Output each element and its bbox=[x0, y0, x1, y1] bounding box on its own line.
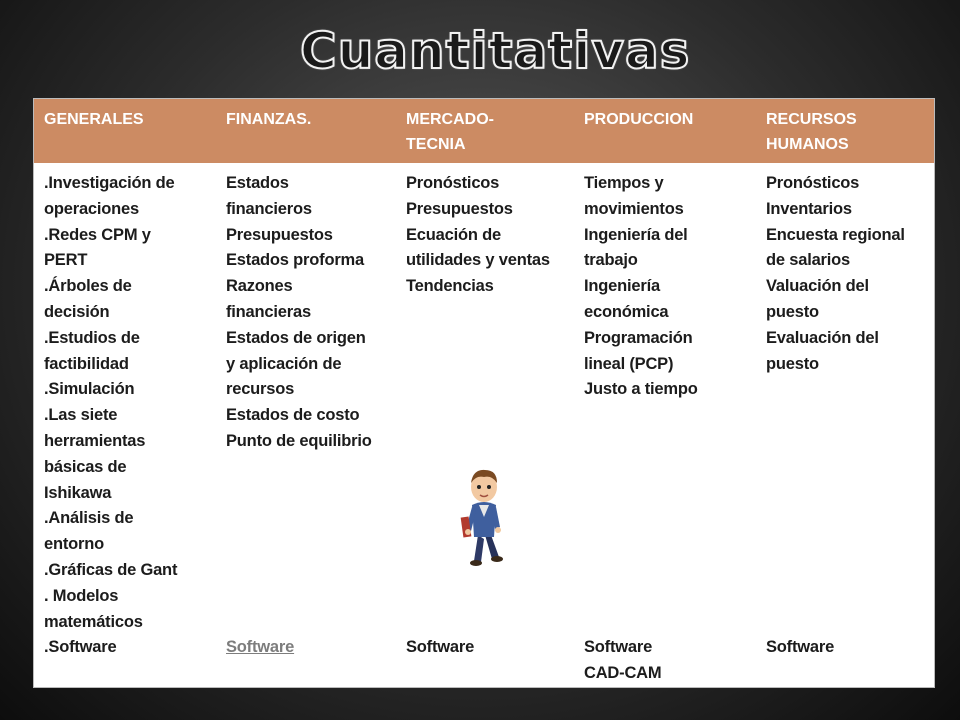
cell-line: Justo a tiempo bbox=[584, 380, 698, 399]
cell-line: .Las siete bbox=[44, 406, 118, 425]
software-cell bbox=[396, 635, 574, 691]
slide-title: Cuantitativas bbox=[300, 22, 691, 80]
cell-line: Evaluación del bbox=[766, 328, 879, 347]
cell-line: Razones bbox=[226, 277, 293, 296]
cell-line: entorno bbox=[44, 535, 105, 554]
cell-line: recursos bbox=[226, 380, 295, 399]
cell-produccion bbox=[574, 163, 756, 635]
cell-line: .Simulación bbox=[44, 380, 135, 399]
cell-line: Inventarios bbox=[766, 199, 852, 218]
cell-line: Estados bbox=[226, 174, 289, 192]
cell-line: matemáticos bbox=[44, 612, 143, 631]
cell-line: .Investigación de bbox=[44, 174, 175, 192]
cell-line: herramientas bbox=[44, 431, 146, 450]
software-label: Software bbox=[766, 638, 835, 657]
software-row bbox=[34, 635, 934, 691]
software-link[interactable]: Software bbox=[226, 638, 295, 657]
cell-line: movimientos bbox=[584, 199, 684, 218]
cell-line: Tendencias bbox=[406, 277, 494, 296]
cell-line: .Análisis de bbox=[44, 509, 134, 528]
cell-line: factibilidad bbox=[44, 354, 129, 373]
cell-line: Programación bbox=[584, 328, 693, 347]
software-cell bbox=[34, 635, 216, 691]
header-label: MERCADO- bbox=[406, 111, 494, 128]
software-cell bbox=[574, 635, 756, 691]
software-label: Software bbox=[584, 638, 653, 657]
cell-line: PERT bbox=[44, 251, 88, 270]
cell-line: de salarios bbox=[766, 251, 851, 270]
cell-line: .Árboles de bbox=[44, 277, 132, 296]
areas-table bbox=[33, 98, 935, 688]
cell-line: Presupuestos bbox=[406, 199, 513, 218]
cell-line: financieras bbox=[226, 302, 311, 321]
cell-line: Presupuestos bbox=[226, 225, 333, 244]
walking-student-icon bbox=[454, 465, 516, 569]
software-label: Software bbox=[406, 638, 475, 657]
cell-line: Pronósticos bbox=[766, 174, 860, 192]
header-row bbox=[34, 99, 934, 163]
header-recursos-humanos bbox=[756, 99, 934, 163]
cell-line: Estados proforma bbox=[226, 251, 364, 270]
software-cell bbox=[756, 635, 934, 691]
cell-line: .Gráficas de Gant bbox=[44, 560, 178, 579]
cell-line: trabajo bbox=[584, 251, 638, 270]
cell-line: Ishikawa bbox=[44, 483, 112, 502]
cell-line: decisión bbox=[44, 302, 110, 321]
cell-line: económica bbox=[584, 302, 669, 321]
software-label: CAD-CAM bbox=[584, 664, 662, 683]
cell-line: .Estudios de bbox=[44, 328, 140, 347]
cell-line: Tiempos y bbox=[584, 174, 664, 192]
header-label: TECNIA bbox=[406, 136, 466, 153]
cell-line: puesto bbox=[766, 354, 819, 373]
cell-generales bbox=[34, 163, 216, 635]
cell-line: básicas de bbox=[44, 457, 127, 476]
cell-line: Encuesta regional bbox=[766, 225, 905, 244]
cell-line: Pronósticos bbox=[406, 174, 500, 192]
cell-line: Ecuación de bbox=[406, 225, 501, 244]
software-label: .Software bbox=[44, 638, 117, 657]
header-label: FINANZAS. bbox=[226, 111, 312, 128]
cell-finanzas bbox=[216, 163, 396, 635]
cell-line: Estados de costo bbox=[226, 406, 360, 425]
cell-recursos-humanos bbox=[756, 163, 934, 635]
header-mercadotecnia bbox=[396, 99, 574, 163]
header-produccion bbox=[574, 99, 756, 163]
cell-line: Valuación del bbox=[766, 277, 869, 296]
cell-line: . Modelos bbox=[44, 586, 119, 605]
software-cell bbox=[216, 635, 396, 691]
cell-line: Ingeniería del bbox=[584, 225, 688, 244]
cell-line: Estados de origen bbox=[226, 328, 366, 347]
header-label: GENERALES bbox=[44, 111, 144, 128]
header-generales bbox=[34, 99, 216, 163]
cell-line: y aplicación de bbox=[226, 354, 342, 373]
header-label: RECURSOS bbox=[766, 111, 857, 128]
cell-line: lineal (PCP) bbox=[584, 354, 674, 373]
header-label: HUMANOS bbox=[766, 136, 849, 153]
cell-line: operaciones bbox=[44, 199, 140, 218]
cell-line: Punto de equilibrio bbox=[226, 431, 372, 450]
header-finanzas bbox=[216, 99, 396, 163]
header-label: PRODUCCION bbox=[584, 111, 694, 128]
cell-line: .Redes CPM y bbox=[44, 225, 151, 244]
walking-student-illustration bbox=[454, 465, 516, 569]
cell-line: utilidades y ventas bbox=[406, 251, 550, 270]
cell-line: Ingeniería bbox=[584, 277, 660, 296]
cell-line: financieros bbox=[226, 199, 312, 218]
cell-line: puesto bbox=[766, 302, 819, 321]
